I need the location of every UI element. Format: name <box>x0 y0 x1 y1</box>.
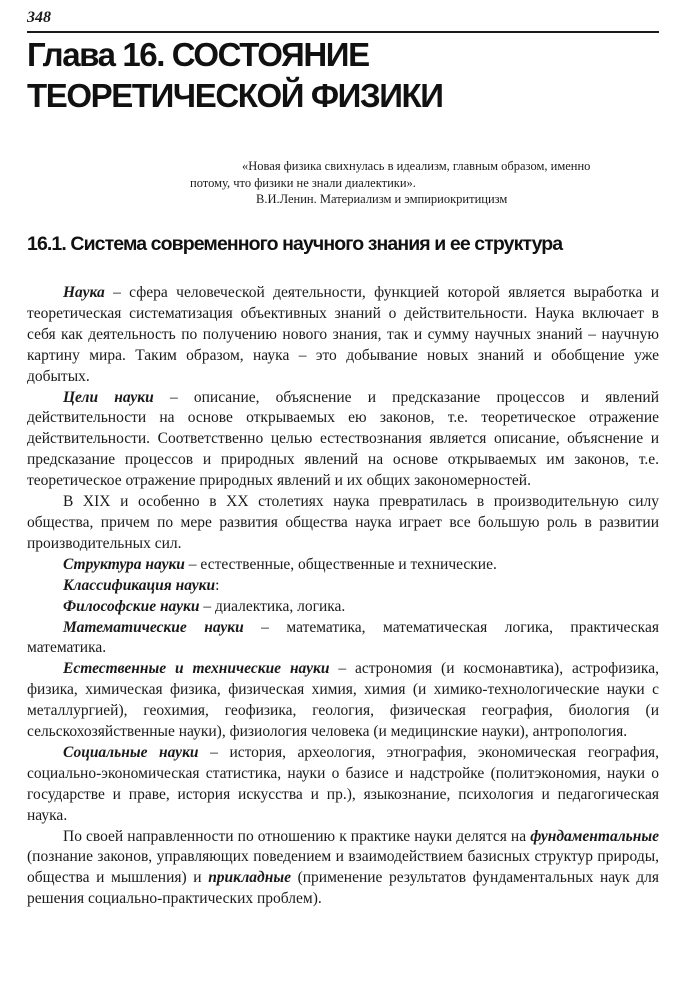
term-classification: Классификация науки <box>63 576 216 594</box>
term-fundamental: фундаментальные <box>530 827 659 845</box>
paragraph-text: – астрономия (и космонавтика), астрофизика, физика, химическая физика, физическая химия, химия (и химико-технологические науки с металлургией), геохимия, геофизика, геология, физическая география, биология (и сельскохозяйственные науки), физиология человека (и медицинские науки), антропология. <box>27 660 659 741</box>
paragraph-text: – описание, объяснение и предсказание процессов и явлений действительности на основе открываемых ею законов, т.е. теоретическое отражение действительности. Соответственно целью естествознания является описание, объяснение и предсказание процессов и природных явлений на основе открываемых им законов, т.е. теоретическое отражение природных явлений и их общих закономерностей. <box>27 388 659 490</box>
chapter-title-line-2: ТЕОРЕТИЧЕСКОЙ ФИЗИКИ <box>27 77 443 114</box>
term-science: Наука <box>63 284 105 301</box>
paragraph-text: – математика, математическая логика, практическая математика. <box>27 618 659 657</box>
paragraph-mathematical-sciences <box>27 618 659 660</box>
epigraph-quote-line-2: потому, что физики не знали диалектики». <box>190 175 416 190</box>
page-number: 348 <box>27 9 51 26</box>
paragraph-goals-of-science <box>27 388 659 493</box>
body-text <box>27 283 659 910</box>
paragraph-text: В XIX и особенно в XX столетиях наука превратилась в производительную силу общества, причем по мере развития общества наука играет все большую роль в развитии производительных сил. <box>27 493 659 552</box>
section-title: 16.1. Система современного научного знания и ее структура <box>27 233 563 255</box>
paragraph-productive-force <box>27 492 659 555</box>
paragraph-social-sciences <box>27 743 659 827</box>
paragraph-text: (применение результатов фундаментальных наук для решения социально-практических проблем). <box>27 869 659 908</box>
paragraph-fundamental-applied <box>27 827 659 911</box>
header-rule <box>27 31 659 33</box>
paragraph-text: – естественные, общественные и технические. <box>184 555 497 573</box>
term-social-sciences: Социальные науки <box>63 743 199 761</box>
term-goals-of-science: Цели науки <box>63 388 154 406</box>
chapter-title <box>27 34 667 116</box>
epigraph-source: В.И.Ленин. Материализм и эмпириокритицизм <box>256 192 508 206</box>
term-philosophical-sciences: Философские науки <box>63 597 200 615</box>
paragraph-structure-of-science <box>27 555 659 576</box>
term-structure-of-science: Структура науки <box>63 555 185 573</box>
paragraph-science-definition <box>27 283 659 388</box>
paragraph-natural-technical-sciences <box>27 659 659 743</box>
paragraph-classification <box>27 576 659 597</box>
paragraph-philosophical-sciences <box>27 597 659 618</box>
epigraph <box>190 158 656 208</box>
paragraph-text: – сфера человеческой деятельности, функцией которой является выработка и теоретическая систематизация объективных знаний о действительности. Наука включает в себя как деятельность по получению нового знания, так и сумму научных знаний – научную картину мира. Таким образом, наука – это добывание новых знаний и обобщение уже добытых. <box>27 284 659 385</box>
paragraph-text: – диалектика, логика. <box>199 597 346 615</box>
term-mathematical-sciences: Математические науки <box>63 618 244 636</box>
term-applied: прикладные <box>208 869 291 887</box>
paragraph-text: – история, археология, этнография, экономическая география, социально-экономическая статистика, науки о базисе и надстройке (политэкономия, науки о государстве и праве, история искусства и пр.), языкознание, психология и педагогическая наука. <box>27 743 659 824</box>
paragraph-text: (познание законов, управляющих поведением и взаимодействием базисных структур природы, общества и мышления) и <box>27 848 659 887</box>
epigraph-quote-line-1: «Новая физика свихнулась в идеализм, главным образом, именно <box>242 159 591 173</box>
term-natural-technical-sciences: Естественные и технические науки <box>63 660 330 678</box>
paragraph-text: : <box>215 576 220 594</box>
chapter-title-line-1: Глава 16. СОСТОЯНИЕ <box>27 36 369 73</box>
paragraph-text: По своей направленности по отношению к практике науки делятся на <box>63 827 531 845</box>
